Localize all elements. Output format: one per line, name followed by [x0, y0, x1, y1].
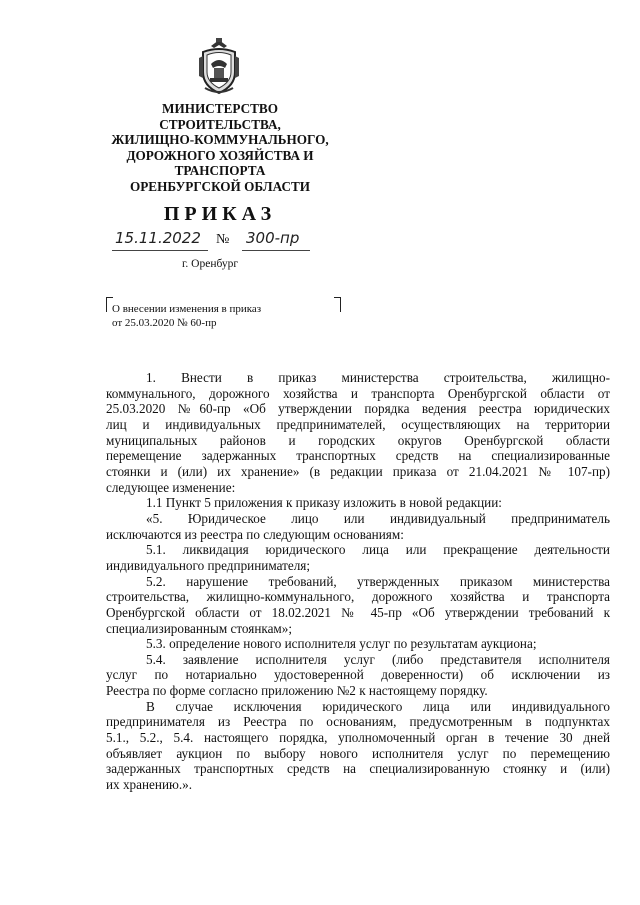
body-line: лиц и индивидуальных предпринимателей, осуществляющих на территории [106, 416, 610, 432]
body-line: объявляет аукцион по выбору нового исполнителя услуг по перемещению [106, 745, 610, 761]
ministry-line: ДОРОЖНОГО ХОЗЯЙСТВА И [126, 147, 314, 163]
body-line: услуг по нотариально удостоверенной доверенности) об исключении из [106, 667, 610, 683]
ministry-line: ОРЕНБУРГСКОЙ ОБЛАСТИ [129, 178, 311, 194]
body-line: 25.03.2020 №60-пр «Об утверждении порядка ведения реестра юридических [106, 401, 610, 417]
body-line: 5.1., 5.2., 5.4. настоящего порядка, уполномоченный орган в течение 30 дней [106, 730, 610, 746]
date-underline [112, 250, 208, 251]
body-line: 1.1 Пункт 5 приложения к приказу изложить в новой редакции: [146, 495, 502, 511]
body-line: Реестра по форме согласно приложению №2 к настоящему порядку. [106, 683, 488, 699]
body-line: исключаются из реестра по следующим основаниям: [106, 526, 404, 542]
body-line: «5. Юридическое лицо или индивидуальный предприниматель [146, 510, 610, 526]
body-line: 5.1. ликвидация юридического лица или прекращение деятельности [146, 542, 610, 558]
body-line: строительства, жилищно-коммунального, дорожного хозяйства и транспорта [106, 589, 610, 605]
ministry-line: СТРОИТЕЛЬСТВА, [159, 116, 281, 132]
body-line: их хранению.». [106, 777, 193, 793]
number-underline [242, 250, 310, 251]
body-line: задержанных транспортных средств на специализированную стоянку и (или) [106, 761, 610, 777]
body-line: 5.3. определение нового исполнителя услуг по результатам аукциона; [146, 636, 537, 652]
subject-line: О внесении изменения в приказ [112, 303, 262, 315]
body-line: специализированным стоянкам»; [106, 620, 293, 636]
order-number: 300-пр [246, 229, 300, 247]
number-sign: № [216, 232, 230, 247]
subject-bracket-right [334, 297, 341, 312]
body-line: 5.2. нарушение требований, утвержденных приказом министерства [146, 573, 610, 589]
order-title: ПРИКАЗ [163, 203, 277, 225]
body-line: предпринимателя из Реестра по основаниям, предусмотренным в подпунктах [106, 714, 610, 730]
body-line: следующее изменение: [106, 479, 236, 495]
ministry-line: ЖИЛИЩНО-КОММУНАЛЬНОГО, [111, 132, 329, 148]
subject-line: от 25.03.2020 № 60-пр [112, 316, 217, 329]
order-date: 15.11.2022 [115, 229, 201, 247]
body-line: стоянки и (или) их хранение» (в редакции приказа от 21.04.2021 № 107-пр) [106, 463, 610, 479]
body-line: коммунального, дорожного хозяйства и транспорта Оренбургской области от [106, 385, 610, 401]
ministry-name [95, 101, 345, 195]
subject [112, 303, 261, 330]
body-line: Оренбургской области от 18.02.2021 № 45-пр «Об утверждении требований к [106, 604, 610, 620]
body-line: 1. Внести в приказ министерства строительства, жилищно- [146, 370, 610, 385]
coat-of-arms-emblem-icon [197, 38, 241, 96]
body-line: В случае исключения юридического лица или индивидуального [146, 698, 610, 714]
ministry-line: МИНИСТЕРСТВО [162, 101, 278, 116]
document-body [106, 370, 610, 793]
body-line: 5.4. заявление исполнителя услуг (либо представителя исполнителя [146, 651, 610, 667]
body-line: перемещение задержанных транспортных средств на специализированные [106, 448, 610, 464]
body-line: индивидуального предпринимателя; [106, 557, 311, 573]
ministry-line: ТРАНСПОРТА [174, 163, 266, 179]
body-line: муниципальных районов и городских округов Оренбургской области [106, 432, 610, 448]
city: г. Оренбург [182, 258, 239, 270]
